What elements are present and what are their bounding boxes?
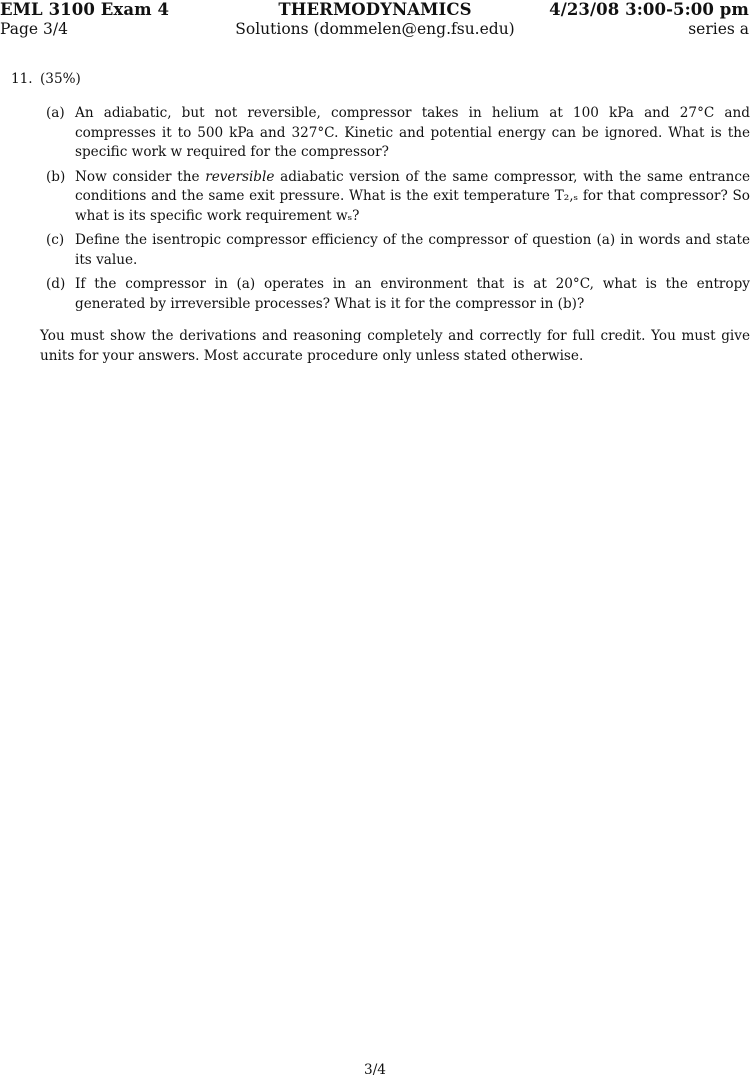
part-text: Define the isentropic compressor efficiency of the compressor of question (a) in words and state its value. [75, 232, 750, 268]
problem-part-b [40, 168, 750, 227]
course-title: EML 3100 Exam 4 [0, 0, 170, 19]
problem-part-d [40, 275, 750, 314]
page-header [0, 0, 750, 40]
series-label: series a [688, 20, 749, 38]
problem-part-a [40, 104, 750, 163]
part-text: An adiabatic, but not reversible, compressor takes in helium at 100 kPa and 27°C and compresses it to 500 kPa and 327°C. Kinetic and potential energy can be ignored. What is the specific work w required for the compressor? [75, 105, 750, 160]
part-text-before: Now consider the [75, 168, 206, 185]
problem-heading [11, 70, 81, 90]
part-label: (d) [46, 276, 66, 292]
part-emphasis: reversible [205, 168, 275, 185]
problem-points: (35%) [40, 71, 81, 87]
exam-datetime: 4/23/08 3:00-5:00 pm [549, 0, 749, 19]
solutions-contact: Solutions (dommelen@eng.fsu.edu) [235, 20, 515, 38]
part-text-after: adiabatic version of the same compressor, with the same entrance conditions and the same exit pressure. What is the exit temperature T₂,ₛ for that compressor? So what is its specific work requirement wₛ? [75, 168, 750, 224]
part-text: If the compressor in (a) operates in an environment that is at 20°C, what is the entropy generated by irreversible processes? What is it for the compressor in (b)? [75, 276, 750, 312]
problem-part-c [40, 231, 750, 270]
header-row-top [0, 0, 750, 20]
subject-title: THERMODYNAMICS [278, 0, 472, 19]
footer-page-number: 3/4 [364, 1062, 386, 1078]
part-label: (c) [46, 232, 65, 248]
problem-parts [40, 104, 750, 319]
page-indicator: Page 3/4 [0, 20, 68, 38]
grading-instructions: You must show the derivations and reasoning completely and correctly for full credit. You must give units for your answers. Most accurate procedure only unless stated otherwise. [40, 328, 750, 364]
page-footer [0, 1061, 750, 1079]
part-label: (b) [46, 168, 66, 185]
header-row-bottom [0, 19, 750, 39]
part-text [75, 168, 750, 227]
part-label: (a) [46, 105, 65, 121]
problem-number: 11. [11, 71, 33, 87]
